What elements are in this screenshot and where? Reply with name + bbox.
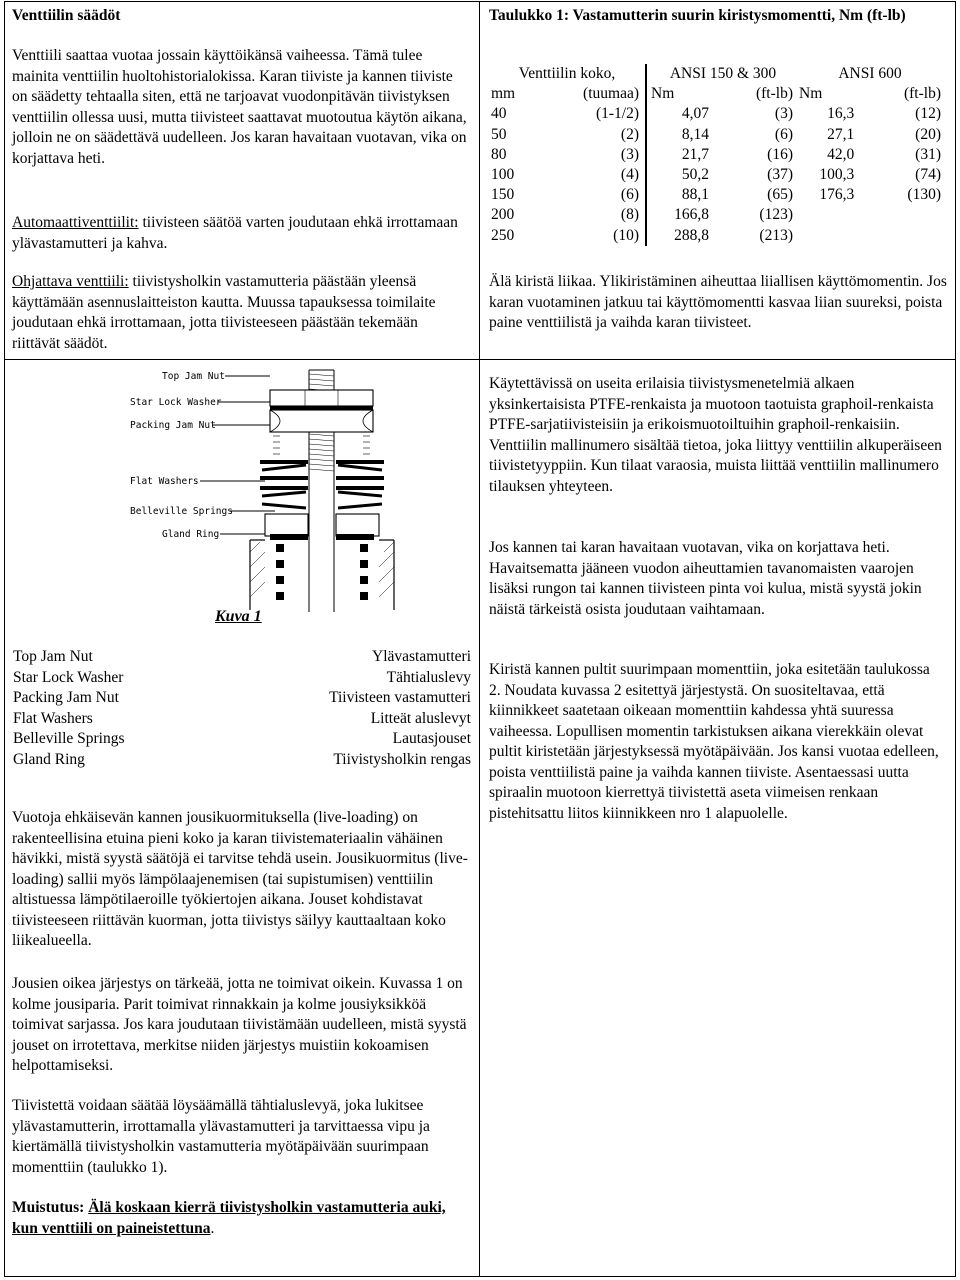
cell-inch: (8): [620, 206, 639, 224]
table-row: [489, 185, 941, 205]
row-divider: [4, 359, 956, 360]
cell-ftlb-300: (6): [774, 125, 793, 143]
legend-row: [13, 709, 471, 730]
legend-fi: Tähtialuslevy: [386, 668, 471, 686]
header-valve-size: Venttiilin koko,: [518, 65, 616, 82]
legend-fi: Lautasjouset: [392, 730, 471, 747]
cell-ftlb-600: (31): [915, 145, 941, 163]
sub-nm-600: Nm: [799, 85, 823, 103]
table-row: [489, 205, 941, 225]
legend-en: Star Lock Washer: [13, 668, 124, 686]
figure-label-star-lock-washer: Star Lock Washer: [130, 397, 222, 408]
adjustment-paragraph: Tiivistettä voidaan säätää löysäämällä tähtialuslevyä, joka lukitsee ylävastamutterin, irrottamalla ylävastamutteri ja tarvittaessa vipu ja kiertämällä tiivistysholkin vastamutteria myötäpäivään suurimpaan momenttiin (taulukko 1).: [12, 1097, 430, 1176]
cell-nm-600: 27,1: [827, 125, 855, 143]
packing-rings: [276, 544, 368, 600]
cell-nm-600: 16,3: [827, 105, 855, 123]
cell-ftlb-600: (130): [907, 186, 941, 204]
legend-fi: Ylävastamutteri: [372, 648, 471, 665]
legend-fi: Tiivisteen vastamutteri: [329, 689, 471, 706]
reminder-text: Älä koskaan kierrä tiivistysholkin vastamutteria auki, kun venttiili on paineistettuna: [12, 1199, 446, 1237]
automatic-valve-text: tiivisteen säätöä varten joudutaan ehkä irrottamaan ylävastamutteri ja kahva.: [12, 214, 458, 252]
figure-label-gland-ring: Gland Ring: [162, 529, 220, 540]
column-divider-top: [479, 1, 480, 359]
cell-ftlb-300: (3): [774, 105, 793, 123]
gland-ring-shape: [265, 514, 379, 540]
sub-nm-300: Nm: [646, 84, 721, 104]
table-row: [489, 125, 941, 145]
figure-label-belleville-springs: Belleville Springs: [130, 506, 233, 517]
legend-en: Gland Ring: [13, 750, 85, 768]
packing-methods-paragraph: Käytettävissä on useita erilaisia tiivistysmenetelmiä alkaen yksinkertaisista PTFE-renkaista ja muotoon taotuista graphoil-renkaista PTFE-sarjatiivisteisiin ja erikoismuotoiltuihin graphoil-renkaisiin. Venttiilin mallinumero sisältää tietoa, joka liittyy venttiilin alkuperäiseen tiivistetyyppiin. Kun tilaat varaosia, muista liittää venttiilin mallinumero tilauksen yhteyteen.: [489, 375, 942, 495]
automatic-valve-paragraph: [12, 213, 467, 254]
cell-inch: (6): [620, 186, 639, 204]
star-lock-washer-shape: [270, 406, 373, 410]
controlled-valve-text: tiivistysholkin vastamutteria päästään yleensä käyttämään asennuslaitteiston kautta. Muussa tapauksessa toimilaite joudutaan ehkä irrottamaan, jotta tiivisteeseen päästään tekemään riittävät säädöt.: [12, 273, 436, 352]
cell-ftlb-300: (37): [767, 166, 793, 184]
table-title: Taulukko 1: Vastamutterin suurin kiristysmomentti, Nm (ft-lb): [489, 7, 906, 24]
legend-row: [13, 668, 471, 689]
bonnet-outline: [250, 540, 394, 610]
cell-nm-300: 8,14: [646, 125, 721, 145]
table-row: [489, 226, 941, 246]
section-heading: Venttiilin säädöt: [12, 7, 121, 24]
torque-table: [489, 64, 941, 246]
cell-ftlb-600: [874, 205, 941, 225]
live-loading-paragraph: Vuotoja ehkäisevän kannen jousikuormituksella (live-loading) on rakenteellisina etuina pieni koko ja karan tiivistemateriaalin vähäinen hävikki, mistä syystä säätöjä ei tarvitse tehdä usein. Jousikuormitus (live-loading) sallii myös lämpölaajenemisen (tai supistumisen) venttiilin altistuessa lämpötilaeroille työkiertojen aikana. Jouset kohdistavat tiivisteeseen riittävän kuorman, jotta tiivistys säilyy kauttaaltaan koko liikealueella.: [12, 809, 468, 949]
automatic-valve-label: Automaattiventtiilit:: [12, 214, 139, 231]
legend-fi: Tiivistysholkin rengas: [333, 750, 471, 768]
legend-en: Flat Washers: [13, 709, 93, 727]
cell-mm: 100: [491, 166, 515, 184]
cell-nm-600: 42,0: [827, 145, 855, 163]
legend-en: Belleville Springs: [13, 730, 125, 747]
cell-nm-300: 166,8: [646, 205, 721, 225]
sub-ftlb-600: (ft-lb): [903, 85, 941, 103]
cell-inch: (1-1/2): [595, 105, 639, 123]
figure-label-packing-jam-nut: Packing Jam Nut: [130, 420, 216, 431]
figure-label-top-jam-nut: Top Jam Nut: [162, 371, 225, 382]
sub-inch: (tuumaa): [583, 85, 639, 103]
sub-mm: mm: [491, 85, 516, 103]
reminder-end: .: [210, 1219, 215, 1237]
cell-nm-300: 288,8: [646, 226, 721, 246]
cell-mm: 250: [491, 226, 515, 244]
flat-washers-shape: [260, 460, 384, 490]
legend-row: [13, 750, 471, 771]
figure-caption: Kuva 1: [215, 608, 262, 625]
legend-row: [13, 729, 471, 750]
cell-ftlb-600: [874, 226, 941, 246]
bonnet-hatching: [250, 542, 394, 597]
legend-en: Top Jam Nut: [13, 648, 93, 665]
table-row: [489, 145, 941, 165]
cell-mm: 50: [491, 125, 507, 143]
legend-en: Packing Jam Nut: [13, 689, 119, 706]
cell-inch: (3): [620, 145, 639, 163]
table-row: [489, 104, 941, 124]
header-ansi-600: ANSI 600: [838, 65, 902, 82]
cell-nm-600: [799, 226, 874, 246]
figure-legend: [13, 647, 471, 770]
cell-mm: 150: [491, 186, 515, 204]
legend-row: [13, 688, 471, 709]
table-subheader-row: [489, 84, 941, 104]
cell-nm-300: 21,7: [646, 145, 721, 165]
overtighten-paragraph: Älä kiristä liikaa. Ylikiristäminen aiheuttaa liiallisen käyttömomentin. Jos karan vuotaminen jatkuu tai käyttömomentti kasvaa liian suureksi, poista paine venttiilistä ja vaihda karan tiivisteet.: [489, 273, 947, 331]
cell-mm: 200: [491, 206, 515, 224]
cell-ftlb-600: (74): [915, 166, 941, 184]
cell-mm: 80: [491, 145, 507, 163]
cell-ftlb-600: (20): [915, 125, 941, 143]
legend-row: [13, 647, 471, 668]
bonnet-leak-paragraph: Jos kannen tai karan havaitaan vuotavan, vika on korjattava heti. Havaitsematta jääneen vuodon aiheuttamien tavanomaisten vaarojen lisäksi rungon tai kannen tiivisteen pinta voi kulua, mistä syystä jokin näistä tärkeistä osista joudutaan vaihtamaan.: [489, 539, 922, 618]
figure-label-flat-washers: Flat Washers: [130, 476, 199, 487]
packing-assembly-diagram: [100, 362, 480, 652]
top-jam-nut-shape: [270, 390, 373, 406]
cell-nm-300: 88,1: [646, 185, 721, 205]
legend-fi: Litteät aluslevyt: [370, 709, 471, 727]
cell-ftlb-300: (123): [759, 206, 793, 224]
cell-ftlb-600: (12): [915, 105, 941, 123]
cell-nm-600: 100,3: [819, 166, 855, 184]
table-row: [489, 165, 941, 185]
cell-inch: (10): [613, 226, 639, 244]
controlled-valve-paragraph: [12, 272, 467, 354]
table-header-row: [489, 64, 941, 84]
reminder-paragraph: [12, 1198, 467, 1239]
cell-inch: (2): [620, 125, 639, 143]
reminder-label: Muistutus:: [12, 1199, 85, 1216]
cell-nm-300: 50,2: [646, 165, 721, 185]
cell-nm-300: 4,07: [646, 104, 721, 124]
packing-jam-nut-shape: [270, 410, 373, 432]
sub-ftlb-300: (ft-lb): [755, 85, 793, 103]
bolt-tightening-paragraph: Kiristä kannen pultit suurimpaan momenttiin, joka esitetään taulukossa 2. Noudata kuvassa 2 esitettyä järjestystä. On suositeltavaa, että kiinnikkeet saatetaan oikeaan momenttiin kahdessa yhtä suuressa vaiheessa. Lopullisen momentin tarkistuksen aikana vierekkäin olevat pultit kiristetään järjestyksessä myötäpäivään. Jos kansi vuotaa edelleen, poista venttiilistä paine ja vaihda kannen tiiviste. Asentaessasi uutta spiraalin muotoon kierrettyä tiivistettä aseta viimeisen renkaan pistehitsattu liitos kiinnikkeen nro 1 alapuolelle.: [489, 661, 939, 822]
cell-ftlb-300: (65): [767, 186, 793, 204]
cell-mm: 40: [491, 105, 507, 123]
cell-inch: (4): [620, 166, 639, 184]
cell-nm-600: 176,3: [819, 186, 855, 204]
cell-nm-600: [799, 205, 874, 225]
cell-ftlb-300: (213): [759, 226, 793, 244]
header-ansi-300: ANSI 150 & 300: [646, 64, 799, 84]
controlled-valve-label: Ohjattava venttiili:: [12, 273, 129, 290]
cell-ftlb-300: (16): [767, 145, 793, 163]
spring-order-paragraph: Jousien oikea järjestys on tärkeää, jotta ne toimivat oikein. Kuvassa 1 on kolme jousiparia. Parit toimivat rinnakkain ja kolme jousiyksikköä toimivat sarjassa. Jos kara joudutaan tiivistämään uudelleen, mistä syystä jouset on irrotettava, merkitse niiden järjestys muistiin kokoamisen helpottamiseksi.: [12, 975, 467, 1074]
intro-paragraph: Venttiili saattaa vuotaa jossain käyttöikänsä vaiheessa. Tämä tulee mainita venttiilin huoltohistorialokissa. Karan tiiviste ja kannen tiiviste on säädetty tehtaalla siten, että ne tarjoavat vuodonpitävän tiivistyksen venttiilin ollessa uusi, mutta tiivisteet saattavat muotoutua käytön aikana, jolloin ne on säädettävä uudelleen. Jos karan havaitaan vuotavan, vika on korjattava heti.: [12, 47, 467, 167]
